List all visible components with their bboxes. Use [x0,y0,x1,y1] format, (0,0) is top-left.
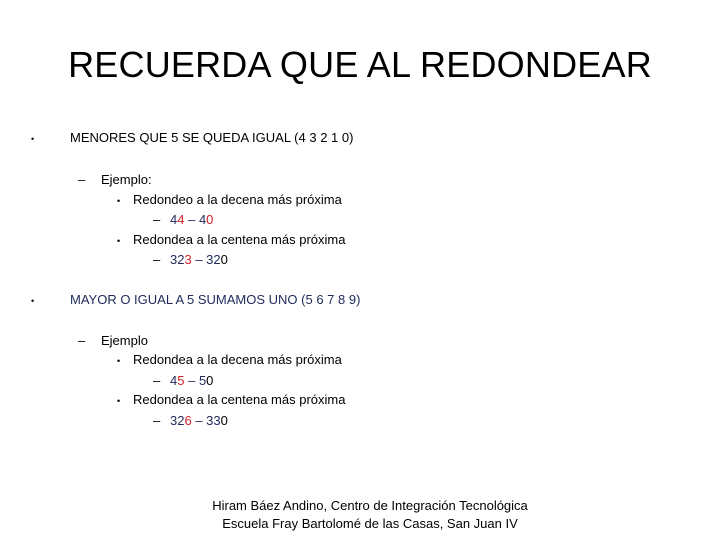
dash: – [153,252,161,267]
example-label: Ejemplo [101,333,148,348]
dash: – [78,172,86,187]
slide-title: RECUERDA QUE AL REDONDEAR [68,44,652,85]
result-digit: 0 [220,252,228,267]
result-part: 33 [206,413,221,428]
case-text: Redondea a la centena más próxima [133,232,346,247]
highlight-digit: 3 [184,252,192,267]
rounding-result [170,212,213,228]
bullet: • [31,134,35,144]
result-part: 4 [198,212,207,227]
rounding-result [170,252,228,268]
rule-heading-mayor: MAYOR O IGUAL A 5 SUMAMOS UNO (5 6 7 8 9) [70,292,361,307]
bullet: • [117,396,121,406]
result-separator: – [184,212,199,227]
footer-line-school: Escuela Fray Bartolomé de las Casas, San Juan IV [222,516,518,531]
number-prefix: 4 [170,373,178,388]
bullet: • [117,196,121,206]
bullet: • [117,356,121,366]
result-separator: – [191,413,207,428]
dash: – [78,333,86,348]
highlight-digit: 6 [184,413,192,428]
highlight-digit: 4 [177,212,185,227]
case-text: Redondea a la centena más próxima [133,392,346,407]
example-label: Ejemplo: [101,172,152,187]
case-text: Redondea a la decena más próxima [133,352,342,367]
footer-line-author: Hiram Báez Andino, Centro de Integración Tecnológica [212,498,528,513]
dash: – [153,212,161,227]
number-prefix: 32 [170,252,185,267]
result-digit: 0 [220,413,228,428]
result-separator: – [191,252,207,267]
result-part: 5 [198,373,207,388]
footer-credits [170,497,570,533]
dash: – [153,413,161,428]
result-part: 32 [206,252,221,267]
number-prefix: 32 [170,413,185,428]
highlight-digit: 0 [206,212,214,227]
rule-heading-menores: MENORES QUE 5 SE QUEDA IGUAL (4 3 2 1 0) [70,130,354,145]
bullet: • [117,236,121,246]
case-text: Redondeo a la decena más próxima [133,192,342,207]
dash: – [153,373,161,388]
highlight-digit: 5 [177,373,185,388]
result-digit: 0 [206,373,214,388]
bullet: • [31,296,35,306]
number-prefix: 4 [170,212,178,227]
rounding-result [170,373,213,389]
rounding-result [170,413,228,429]
result-separator: – [184,373,199,388]
